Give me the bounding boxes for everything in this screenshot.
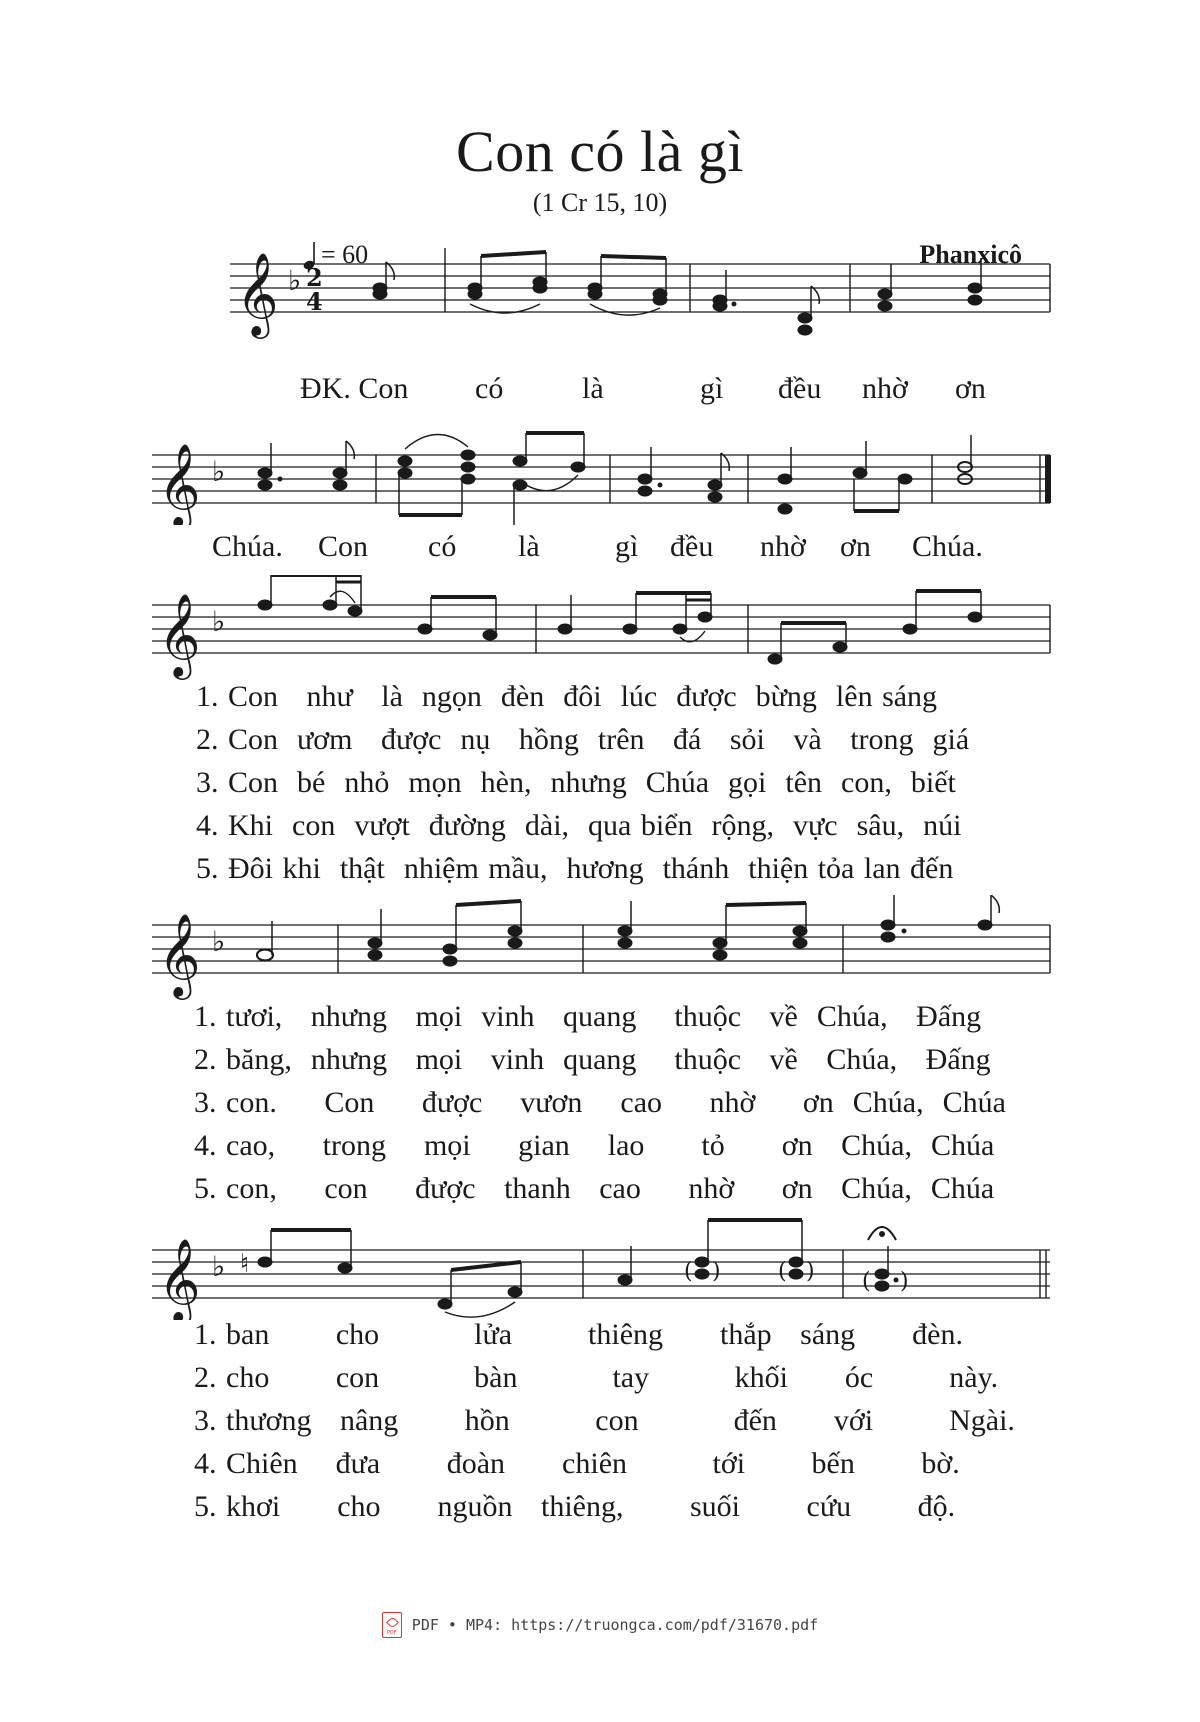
- time-signature-top: 2: [306, 263, 323, 292]
- lyric-syllable: là: [518, 530, 540, 563]
- verse-line: 4. Chiên đưa đoàn chiên tới bến bờ.: [194, 1447, 960, 1480]
- lyric-syllable: là: [582, 372, 604, 405]
- footer-link[interactable]: PDF • MP4: https://truongca.com/pdf/31670.pdf: [411, 1616, 819, 1634]
- flat-icon: ♭: [212, 925, 226, 958]
- verse-line: 4. cao, trong mọi gian lao tỏ ơn Chúa, Chúa: [194, 1129, 995, 1162]
- lyric-syllable: đều: [670, 530, 714, 563]
- verse-line: 2. băng, nhưng mọi vinh quang thuộc về Chúa, Đấng: [194, 1043, 991, 1076]
- svg-text:): ): [806, 1259, 815, 1284]
- staff-5: [0, 1210, 1200, 1320]
- verse-line: 2. Con ươm được nụ hồng trên đá sỏi và trong giá: [196, 723, 970, 756]
- pdf-icon[interactable]: [382, 1612, 402, 1638]
- scripture-reference: (1 Cr 15, 10): [532, 188, 668, 217]
- verse-line: 3. thương nâng hồn con đến với Ngài.: [194, 1404, 1015, 1437]
- svg-text:): ): [712, 1259, 721, 1284]
- tempo-value: = 60: [321, 240, 369, 269]
- treble-clef-icon: 𝄞: [158, 592, 201, 676]
- verse-line: 2. cho con bàn tay khối óc này.: [194, 1361, 999, 1394]
- verse-line: 1. Con như là ngọn đèn đôi lúc được bừng lên sáng: [196, 680, 938, 713]
- treble-clef-icon: 𝄞: [158, 442, 201, 525]
- song-title: Con có là gì: [456, 119, 744, 184]
- lyric-syllable: đều: [778, 372, 822, 405]
- treble-clef-icon: 𝄞: [158, 912, 201, 996]
- lyric-syllable: ĐK. Con: [300, 372, 409, 405]
- lyric-syllable: có: [428, 530, 457, 563]
- verse-line: 5. con, con được thanh cao nhờ ơn Chúa, Chúa: [194, 1172, 995, 1205]
- treble-clef-icon: 𝄞: [236, 251, 279, 335]
- staff-2: [0, 415, 1200, 525]
- footer: [0, 1612, 1200, 1638]
- lyric-syllable: có: [475, 372, 504, 405]
- verse-line: 3. Con bé nhỏ mọn hèn, nhưng Chúa gọi tên con, biết: [196, 766, 956, 799]
- staff-1: [0, 248, 1200, 358]
- flat-icon: ♭: [212, 605, 226, 638]
- treble-clef-icon: 𝄞: [158, 1237, 201, 1320]
- staff-lines: [230, 264, 1050, 312]
- verse-line: 5. Đôi khi thật nhiệm mầu, hương thánh thiện tỏa lan đến: [196, 852, 954, 885]
- staff-3: [0, 575, 1200, 685]
- flat-icon: ♭: [288, 264, 302, 297]
- svg-text:(: (: [684, 1259, 693, 1284]
- flat-icon: ♭: [212, 455, 226, 488]
- flat-icon: ♭: [212, 1250, 226, 1283]
- lyric-syllable: Chúa.: [212, 530, 283, 563]
- svg-text:): ): [900, 1269, 909, 1294]
- lyric-syllable: Chúa.: [912, 530, 983, 563]
- verse-line: 1. ban cho lửa thiêng thắp sáng đèn.: [194, 1318, 963, 1351]
- staff-4: [0, 895, 1200, 1005]
- lyric-syllable: gì: [615, 530, 639, 563]
- natural-icon: ♮: [240, 1249, 250, 1279]
- svg-text:(: (: [862, 1269, 871, 1294]
- lyric-syllable: nhờ: [862, 372, 908, 405]
- time-signature-bottom: 4: [306, 287, 323, 316]
- verse-line: 4. Khi con vượt đường dài, qua biển rộng, vực sâu, núi: [196, 809, 962, 842]
- lyric-syllable: gì: [700, 372, 724, 405]
- lyric-syllable: Con: [318, 530, 369, 563]
- verse-line: 5. khơi cho nguồn thiêng, suối cứu độ.: [194, 1490, 956, 1523]
- verse-line: 3. con. Con được vươn cao nhờ ơn Chúa, Chúa: [194, 1086, 1006, 1119]
- svg-text:(: (: [778, 1259, 787, 1284]
- composer-name: Phanxicô: [919, 240, 1022, 269]
- lyric-syllable: ơn: [840, 530, 871, 563]
- verse-line: 1. tươi, nhưng mọi vinh quang thuộc về Chúa, Đấng: [194, 1000, 982, 1033]
- notes: [373, 248, 1050, 335]
- lyric-syllable: ơn: [955, 372, 986, 405]
- lyric-syllable: nhờ: [760, 530, 806, 563]
